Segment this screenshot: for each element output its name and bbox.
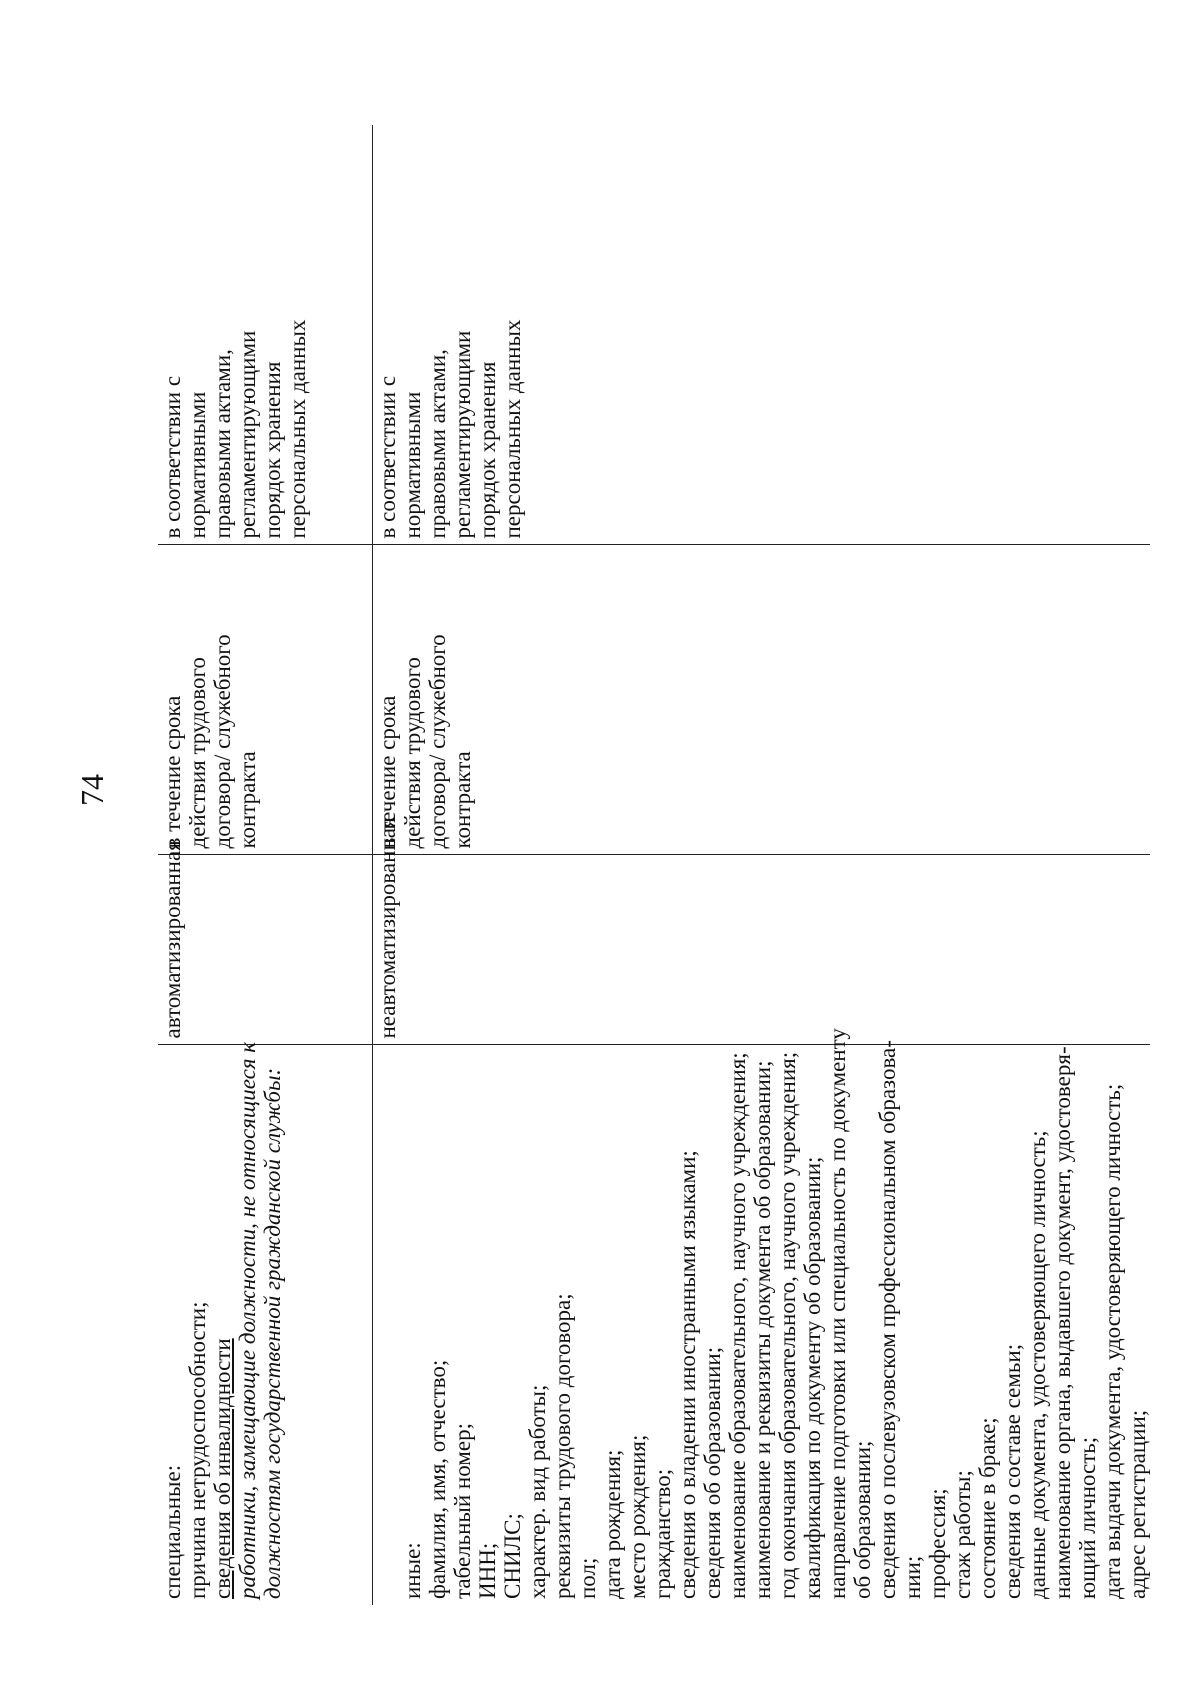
category-line: дата рождения; xyxy=(600,1449,625,1599)
table-row xyxy=(373,125,1151,1605)
category-line: наименование образовательного, научного учреждения; xyxy=(725,1052,750,1599)
table-row xyxy=(158,125,373,1605)
term-line: действия трудового xyxy=(185,657,210,849)
category-line: табельный номер; xyxy=(450,1423,475,1599)
basis-line: персональных данных xyxy=(285,319,310,539)
category-line: адрес регистрации; xyxy=(1125,1409,1150,1599)
page-number: 74 xyxy=(74,774,110,806)
category-heading: иные: xyxy=(400,1542,425,1599)
category-line: состояние в браке; xyxy=(975,1417,1000,1599)
basis-line: персональных данных xyxy=(500,319,525,539)
storage-basis-cell xyxy=(373,125,1151,545)
term-line: действия трудового xyxy=(400,657,425,849)
basis-line: порядок хранения xyxy=(260,361,285,539)
data-categories-cell xyxy=(158,1041,373,1605)
category-line: сведения о владении иностранными языками; xyxy=(675,1150,700,1599)
category-line: пол; xyxy=(575,1557,600,1599)
category-line: характер. вид работы; xyxy=(525,1384,550,1599)
processing-type: автоматизированная xyxy=(160,840,185,1039)
category-line: специальные: xyxy=(160,1464,185,1599)
storage-basis-cell xyxy=(158,125,373,545)
basis-line: нормативными xyxy=(185,391,210,539)
category-line: работники, замещающие должности, не относящиеся к xyxy=(235,1041,260,1599)
category-line: реквизиты трудового договора; xyxy=(550,1293,575,1599)
processing-type-cell xyxy=(158,840,373,1045)
category-line: ИНН; xyxy=(475,1542,500,1599)
category-line: должностям государственной гражданской службы: xyxy=(260,1067,285,1599)
personal-data-table xyxy=(158,125,1150,1605)
basis-line: в соответствии с xyxy=(375,375,400,539)
processing-type-cell xyxy=(373,817,1151,1045)
category-line: ющий личность; xyxy=(1075,1436,1100,1599)
category-line: дата выдачи документа, удостоверяющего личность; xyxy=(1100,1083,1125,1599)
basis-line: регламентирующими xyxy=(235,330,260,539)
category-line: сведения об инвалидности xyxy=(210,1338,235,1599)
category-line: год окончания образовательного, научного учреждения; xyxy=(775,1051,800,1599)
term-line: в течение срока xyxy=(375,695,400,849)
term-line: договора/ служебного xyxy=(425,634,450,849)
category-line: стаж работы; xyxy=(950,1470,975,1599)
basis-line: регламентирующими xyxy=(450,330,475,539)
basis-line: порядок хранения xyxy=(475,361,500,539)
category-line: направление подготовки или специальность по документу xyxy=(825,1028,850,1599)
category-line: данные документа, удостоверяющего личность; xyxy=(1025,1130,1050,1599)
basis-line: правовыми актами, xyxy=(210,349,235,539)
term-line: договора/ служебного xyxy=(210,634,235,849)
data-categories-cell xyxy=(373,1028,1151,1605)
category-line: наименование органа, выдавшего документ, удостоверя- xyxy=(1050,1046,1075,1599)
category-line: гражданство; xyxy=(650,1468,675,1599)
processing-type: неавтоматизированная xyxy=(375,817,400,1039)
category-line: сведения о послевузовском профессиональном образова- xyxy=(875,1040,900,1599)
basis-line: в соответствии с xyxy=(160,375,185,539)
category-line: фамилия, имя, отчество; xyxy=(425,1359,450,1599)
category-line: об образовании; xyxy=(850,1440,875,1599)
category-line: сведения об образовании; xyxy=(700,1346,725,1599)
basis-line: нормативными xyxy=(400,391,425,539)
category-line: причина нетрудоспособности; xyxy=(185,1301,210,1599)
basis-line: правовыми актами, xyxy=(425,349,450,539)
storage-term-cell xyxy=(373,545,1151,855)
term-line: контракта xyxy=(450,751,475,849)
category-line: квалификация по документу об образовании; xyxy=(800,1156,825,1599)
category-line: нии; xyxy=(900,1555,925,1599)
category-line: профессия; xyxy=(925,1488,950,1599)
term-line: в течение срока xyxy=(160,695,185,849)
category-line: место рождения; xyxy=(625,1434,650,1599)
term-line: контракта xyxy=(235,751,260,849)
storage-term-cell xyxy=(158,545,373,855)
category-line: сведения о составе семьи; xyxy=(1000,1343,1025,1599)
category-line: наименование и реквизиты документа об образовании; xyxy=(750,1060,775,1599)
category-line: СНИЛС; xyxy=(500,1513,525,1599)
